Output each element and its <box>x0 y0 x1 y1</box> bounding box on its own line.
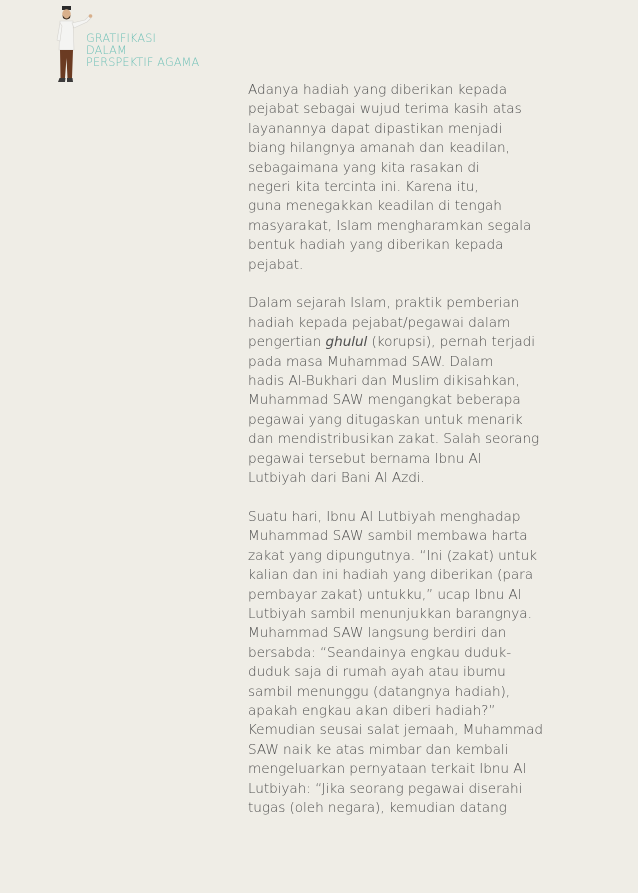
header-line-1: GRATIFIKASI <box>86 32 157 45</box>
paragraph-3 <box>248 508 568 819</box>
header-line-2: DALAM <box>86 44 127 58</box>
text-line: hadiah kepada pejabat/pegawai dalam <box>248 314 511 331</box>
text-line: pegawai yang ditugaskan untuk menarik <box>248 411 523 428</box>
text-line: masyarakat, Islam mengharamkan segala <box>248 217 532 234</box>
text-line: Lutbiyah: “Jika seorang pegawai diserahi <box>248 780 523 797</box>
text-line: pembayar zakat) untukku,” ucap Ibnu Al <box>248 586 522 603</box>
text-line: zakat yang dipungutnya. “Ini (zakat) untuk <box>248 547 537 564</box>
text-line: pejabat sebagai wujud terima kasih atas <box>248 101 522 118</box>
text-line: Lutbiyah dari Bani Al Azdi. <box>248 470 425 487</box>
text-line: Lutbiyah sambil menunjukkan barangnya. <box>248 605 532 622</box>
text-line: pejabat. <box>248 256 304 273</box>
paragraph-1 <box>248 81 568 275</box>
text-line: sambil menunggu (datangnya hadiah), <box>248 683 511 700</box>
text-line: sebagaimana yang kita rasakan di <box>248 159 480 176</box>
text-line: SAW naik ke atas mimbar dan kembali <box>248 741 509 758</box>
text-line: Kemudian seusai salat jemaah, Muhammad <box>248 722 544 739</box>
text-line: hadis Al-Bukhari dan Muslim dikisahkan, <box>248 373 520 390</box>
text-line: Suatu hari, Ibnu Al Lutbiyah menghadap <box>248 508 521 525</box>
text-line: kalian dan ini hadiah yang diberikan (para <box>248 567 534 584</box>
italic-term: ghulul <box>325 334 368 351</box>
text-line: negeri kita tercinta ini. Karena itu, <box>248 179 479 196</box>
text-line: Adanya hadiah yang diberikan kepada <box>248 82 508 98</box>
text-line: bersabda: “Seandainya engkau duduk- <box>248 644 512 661</box>
text-line: mengeluarkan pernyataan terkait Ibnu Al <box>248 761 527 778</box>
text-line: dan mendistribusikan zakat. Salah seorang <box>248 431 540 448</box>
text-line-with-italic <box>248 333 568 352</box>
paragraph-2 <box>248 294 568 488</box>
text-line: bentuk hadiah yang diberikan kepada <box>248 237 504 254</box>
text-line: pada masa Muhammad SAW. Dalam <box>248 353 494 370</box>
section-header <box>86 33 199 70</box>
header-line-3: PERSPEKTIF AGAMA <box>86 56 200 70</box>
text-line: Muhammad SAW mengangkat beberapa <box>248 392 521 409</box>
text-line: tugas (oleh negara), kemudian datang <box>248 800 507 816</box>
text-line: Muhammad SAW sambil membawa harta <box>248 528 528 545</box>
text-span: (korupsi), pernah terjadi <box>367 334 535 351</box>
text-line: biang hilangnya amanah dan keadilan, <box>248 140 510 157</box>
text-line: pegawai tersebut bernama Ibnu Al <box>248 450 482 467</box>
text-line: apakah engkau akan diberi hadiah?” <box>248 702 496 719</box>
text-line: guna menegakkan keadilan di tengah <box>248 198 502 215</box>
text-line: layanannya dapat dipastikan menjadi <box>248 120 503 137</box>
text-line: Muhammad SAW langsung berdiri dan <box>248 625 507 642</box>
text-line: duduk saja di rumah ayah atau ibumu <box>248 664 506 681</box>
text-span: pengertian <box>248 334 326 351</box>
text-line: Dalam sejarah Islam, praktik pemberian <box>248 295 520 312</box>
body-text <box>248 81 568 838</box>
